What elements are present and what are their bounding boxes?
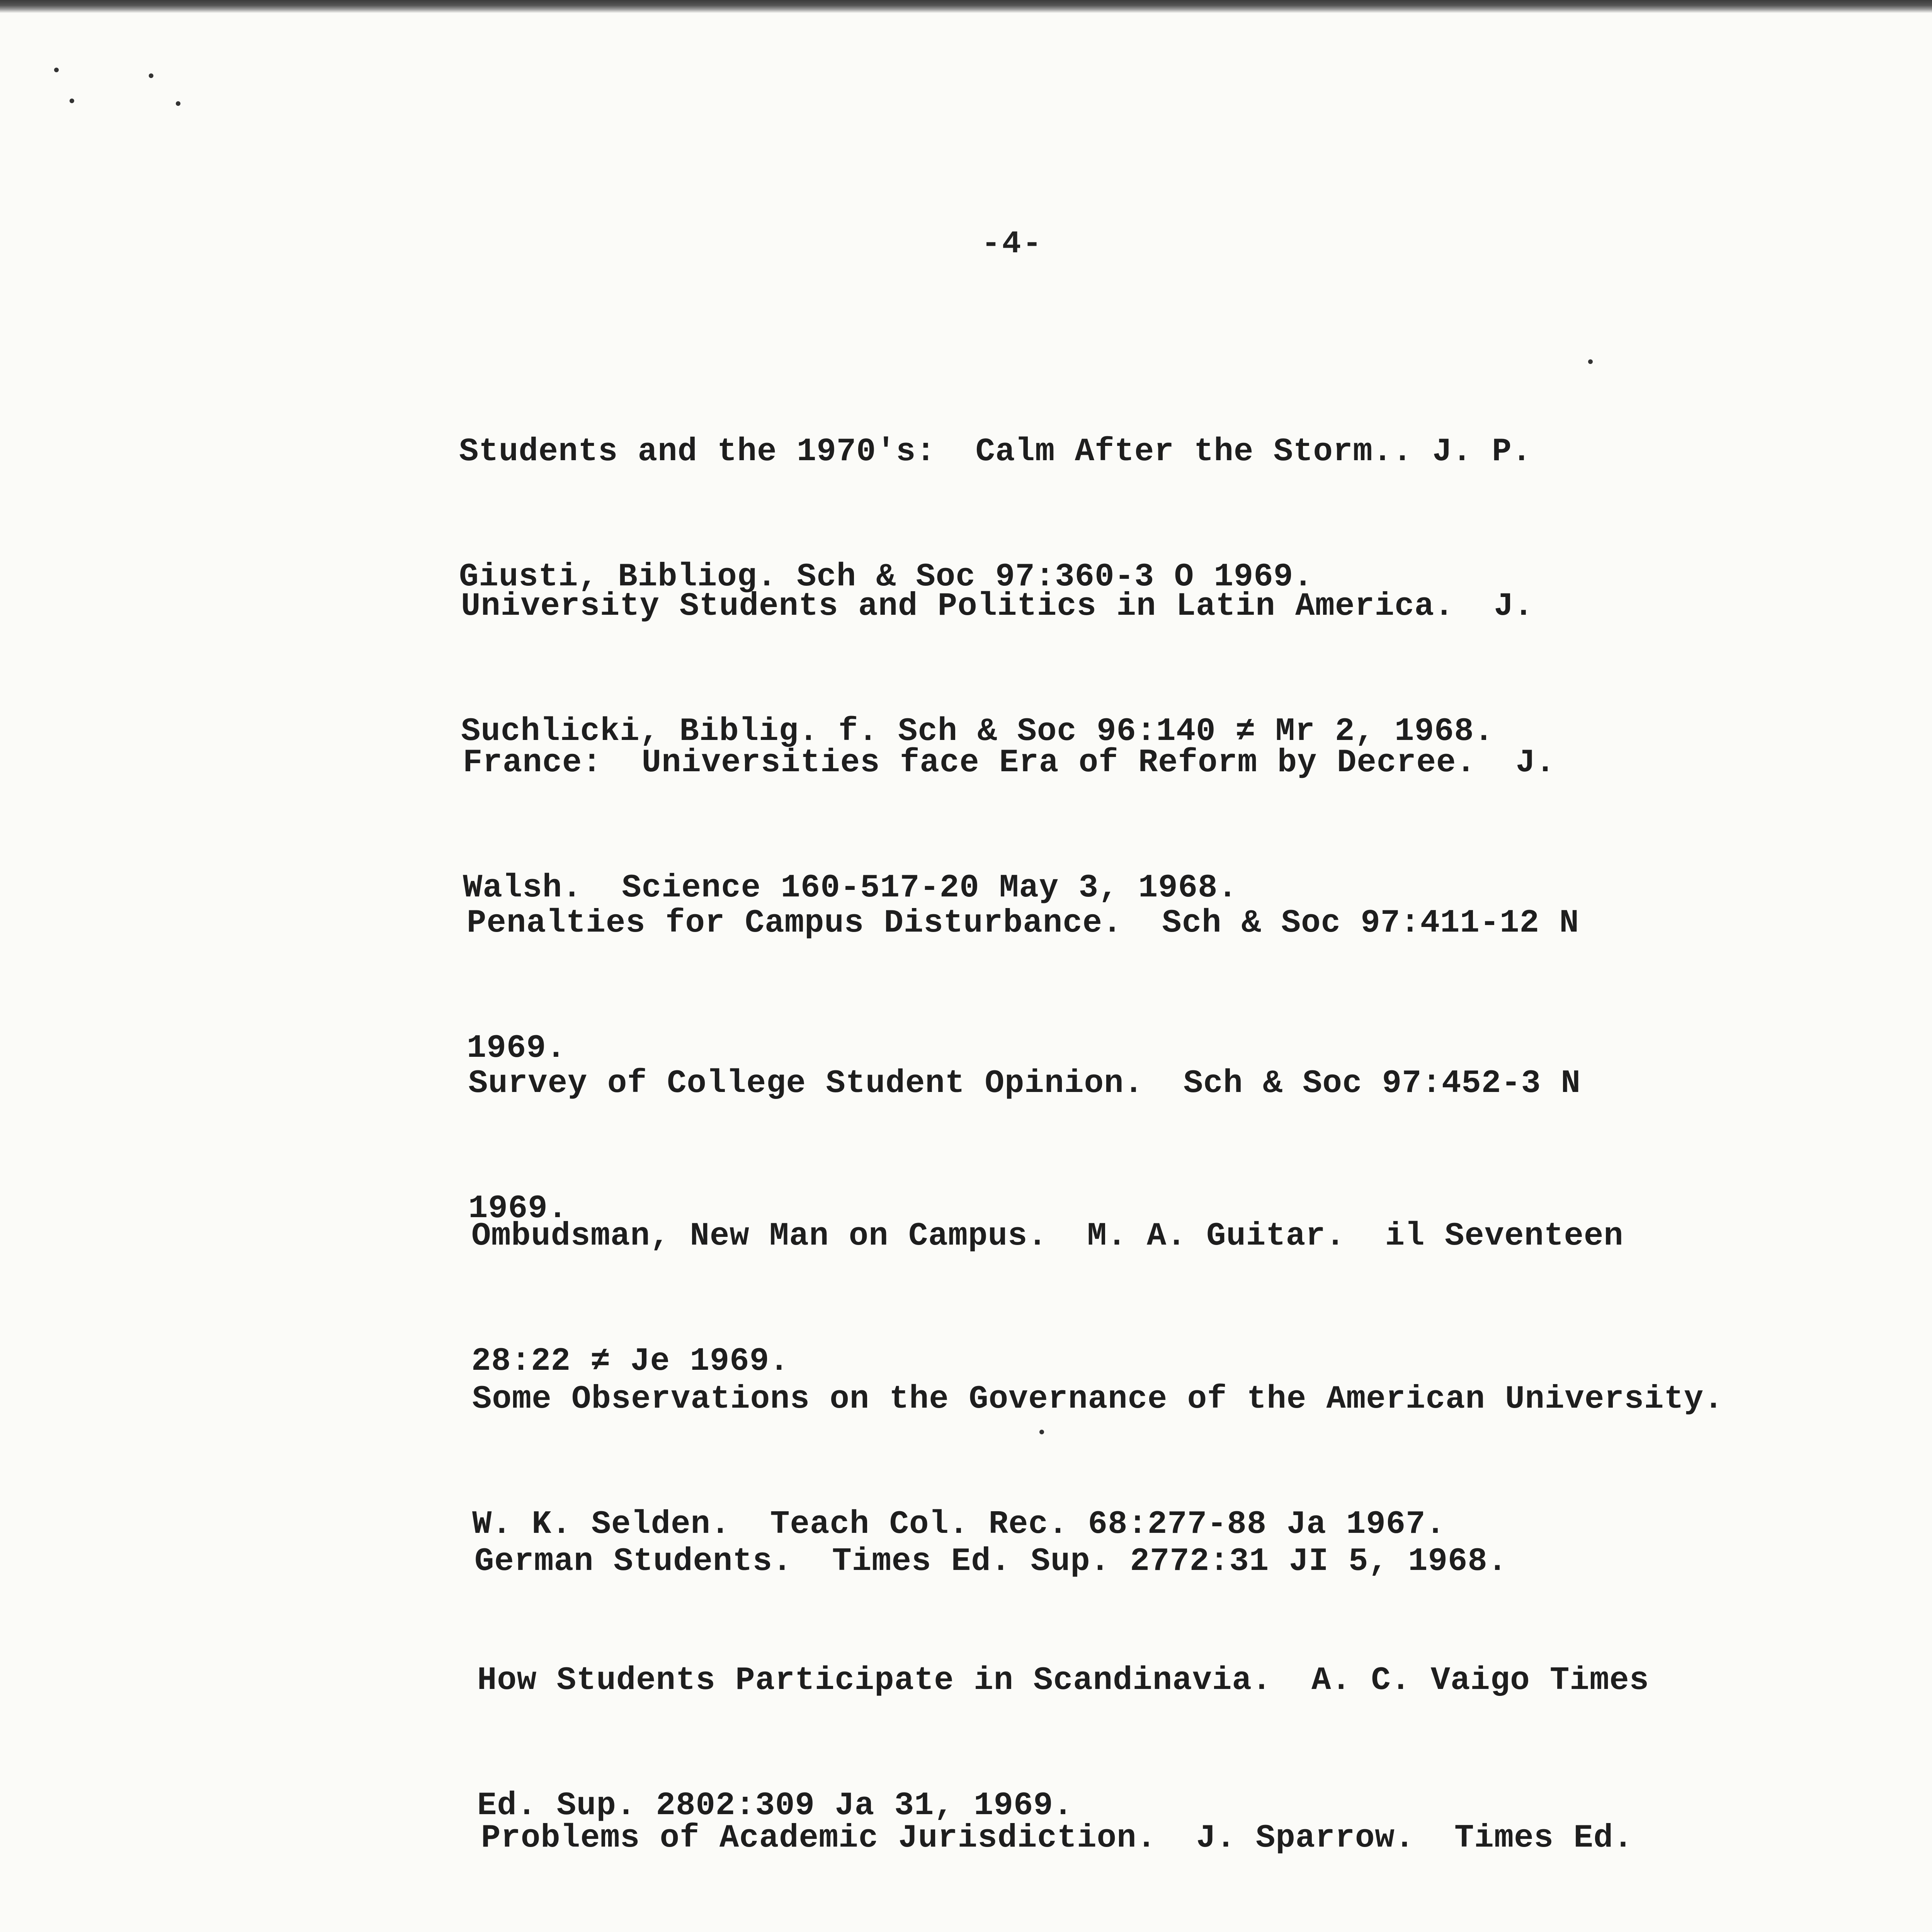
entry-line: Students and the 1970's: Calm After the Storm.. J. P.: [459, 434, 1532, 470]
entry-line: Giusti, Bibliog. Sch & Soc 97:360-3 O 1969.: [459, 559, 1313, 595]
entry-line: Walsh. Science 160-517-20 May 3, 1968.: [463, 870, 1238, 906]
entry-line: 1969.: [467, 1030, 566, 1067]
scan-speck: [176, 101, 180, 106]
entry-line: Survey of College Student Opinion. Sch & Soc 97:452-3 N: [468, 1065, 1581, 1102]
entry-line: France: Universities face Era of Reform by Decree. J.: [463, 745, 1556, 781]
entry-line: Some Observations on the Governance of the American University.: [472, 1381, 1724, 1418]
scan-top-edge: [0, 0, 1932, 13]
entry-line: 1969.: [468, 1190, 568, 1227]
entry-line: Ed. Sup. 2802:309 Ja 31, 1969.: [477, 1787, 1073, 1824]
entry-line: W. K. Selden. Teach Col. Rec. 68:277-88 Ja 1967.: [472, 1506, 1446, 1543]
entry-line: Problems of Academic Jurisdiction. J. Sparrow. Times Ed.: [481, 1820, 1633, 1857]
page-number: -4-: [981, 226, 1043, 262]
scan-speck: [149, 73, 153, 78]
scan-speck: [54, 68, 59, 72]
entry-line: German Students. Times Ed. Sup. 2772:31 JI 5, 1968.: [474, 1543, 1508, 1580]
entry-line: Ombudsman, New Man on Campus. M. A. Guitar. il Seventeen: [471, 1218, 1624, 1255]
entry-line: 28:22 ≠ Je 1969.: [471, 1343, 789, 1380]
entry-line: University Students and Politics in Latin America. J.: [461, 588, 1534, 625]
scan-speck: [70, 99, 74, 103]
entry-line: Penalties for Campus Disturbance. Sch & Soc 97:411-12 N: [467, 905, 1579, 942]
entry-line: How Students Participate in Scandinavia. A. C. Vaigo Times: [477, 1662, 1650, 1699]
bibliography-entry: [483, 1895, 1595, 1932]
scan-speck: [1588, 359, 1593, 364]
entry-line: Suchlicki, Biblig. f. Sch & Soc 96:140 ≠ Mr 2, 1968.: [461, 713, 1494, 750]
